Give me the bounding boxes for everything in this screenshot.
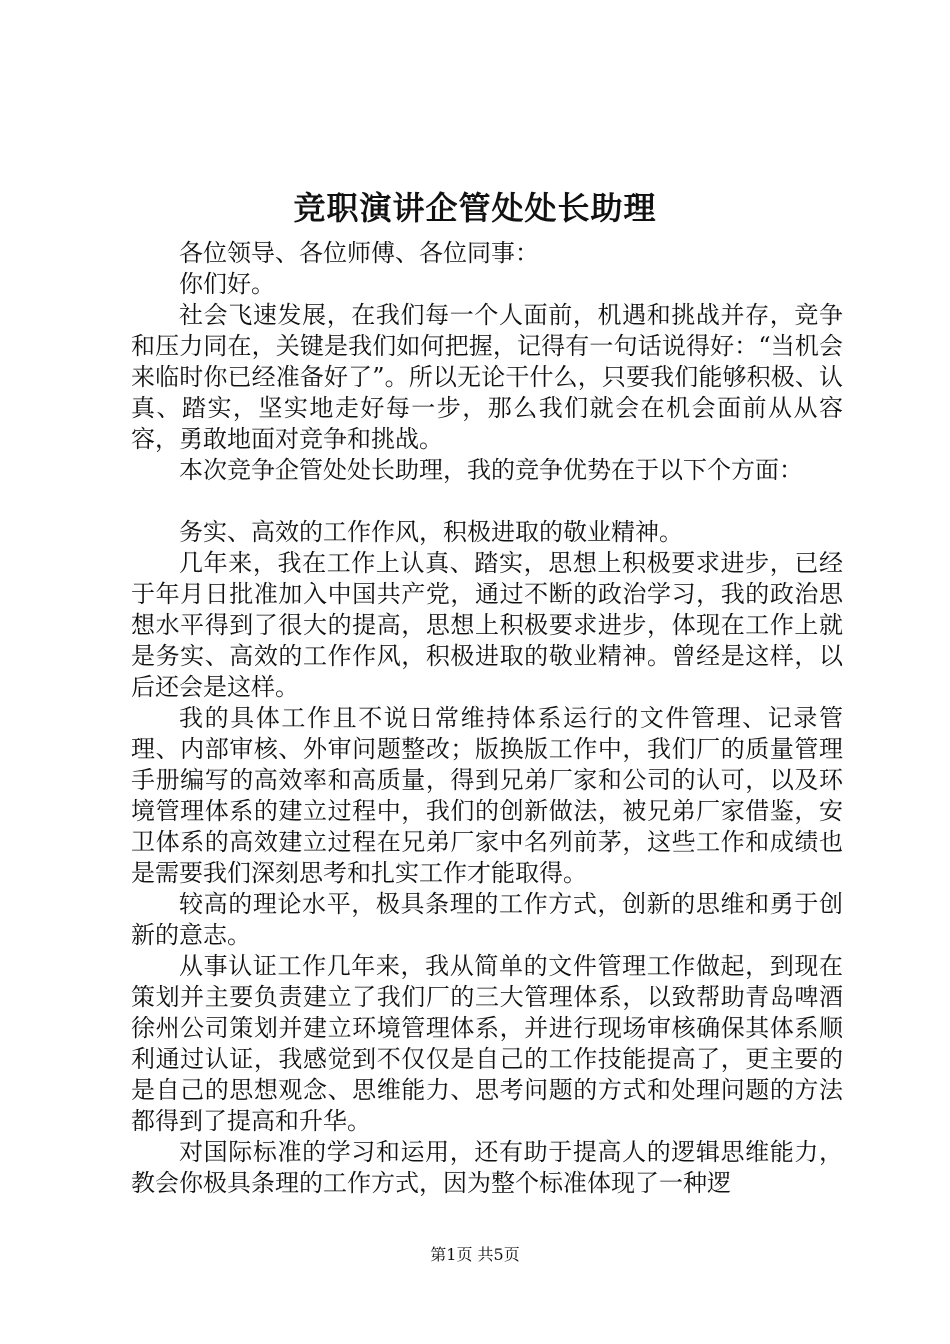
- paragraph-intro: 社会飞速发展，在我们每一个人面前，机遇和挑战并存，竞争和压力同在，关键是我们如何把握，记得有一句话说得好：“当机会来临时你已经准备好了”。所以无论干什么，只要我们能够积极、认真、踏实，坚实地走好每一步，那么我们就会在机会面前从从容容，勇敢地面对竞争和挑战。: [131, 301, 843, 453]
- paragraph-heading-theory: 较高的理论水平，极具条理的工作方式，创新的思维和勇于创新的意志。: [131, 890, 843, 949]
- document-title: 竞职演讲企管处处长助理: [293, 189, 657, 227]
- paragraph-certification: 从事认证工作几年来，我从简单的文件管理工作做起，到现在策划并主要负责建立了我们厂的三大管理体系，以致帮助青岛啤酒徐州公司策划并建立环境管理体系，并进行现场审核确保其体系顺利通过认证，我感觉到不仅仅是自己的工作技能提高了，更主要的是自己的思想观念、思维能力、思考问题的方式和处理问题的方法都得到了提高和升华。: [131, 952, 843, 1135]
- paragraph-heading-work-style: 务实、高效的工作作风，积极进取的敬业精神。: [179, 518, 683, 546]
- paragraph-hello: 你们好。: [179, 270, 275, 298]
- page-footer: 第1页 共5页: [430, 1245, 520, 1264]
- paragraph-specific-work: 我的具体工作且不说日常维持体系运行的文件管理、记录管理、内部审核、外审问题整改；版换版工作中，我们厂的质量管理手册编写的高效率和高质量，得到兄弟厂家和公司的认可，以及环境管理体系的建立过程中，我们的创新做法，被兄弟厂家借鉴，安卫体系的高效建立过程在兄弟厂家中名列前茅，这些工作和成绩也是需要我们深刻思考和扎实工作才能取得。: [131, 704, 843, 887]
- paragraph-work-style: 几年来，我在工作上认真、踏实，思想上积极要求进步，已经于年月日批准加入中国共产党，通过不断的政治学习，我的政治思想水平得到了很大的提高，思想上积极要求进步，体现在工作上就是务实、高效的工作作风，积极进取的敬业精神。曾经是这样，以后还会是这样。: [131, 549, 843, 701]
- paragraph-greeting: 各位领导、各位师傅、各位同事：: [179, 239, 539, 267]
- paragraph-advantages-lead: 本次竞争企管处处长助理，我的竞争优势在于以下个方面：: [179, 456, 803, 484]
- paragraph-standards: 对国际标准的学习和运用，还有助于提高人的逻辑思维能力，教会你极具条理的工作方式，因为整个标准体现了一种逻: [131, 1138, 843, 1197]
- document-body: [131, 238, 843, 1199]
